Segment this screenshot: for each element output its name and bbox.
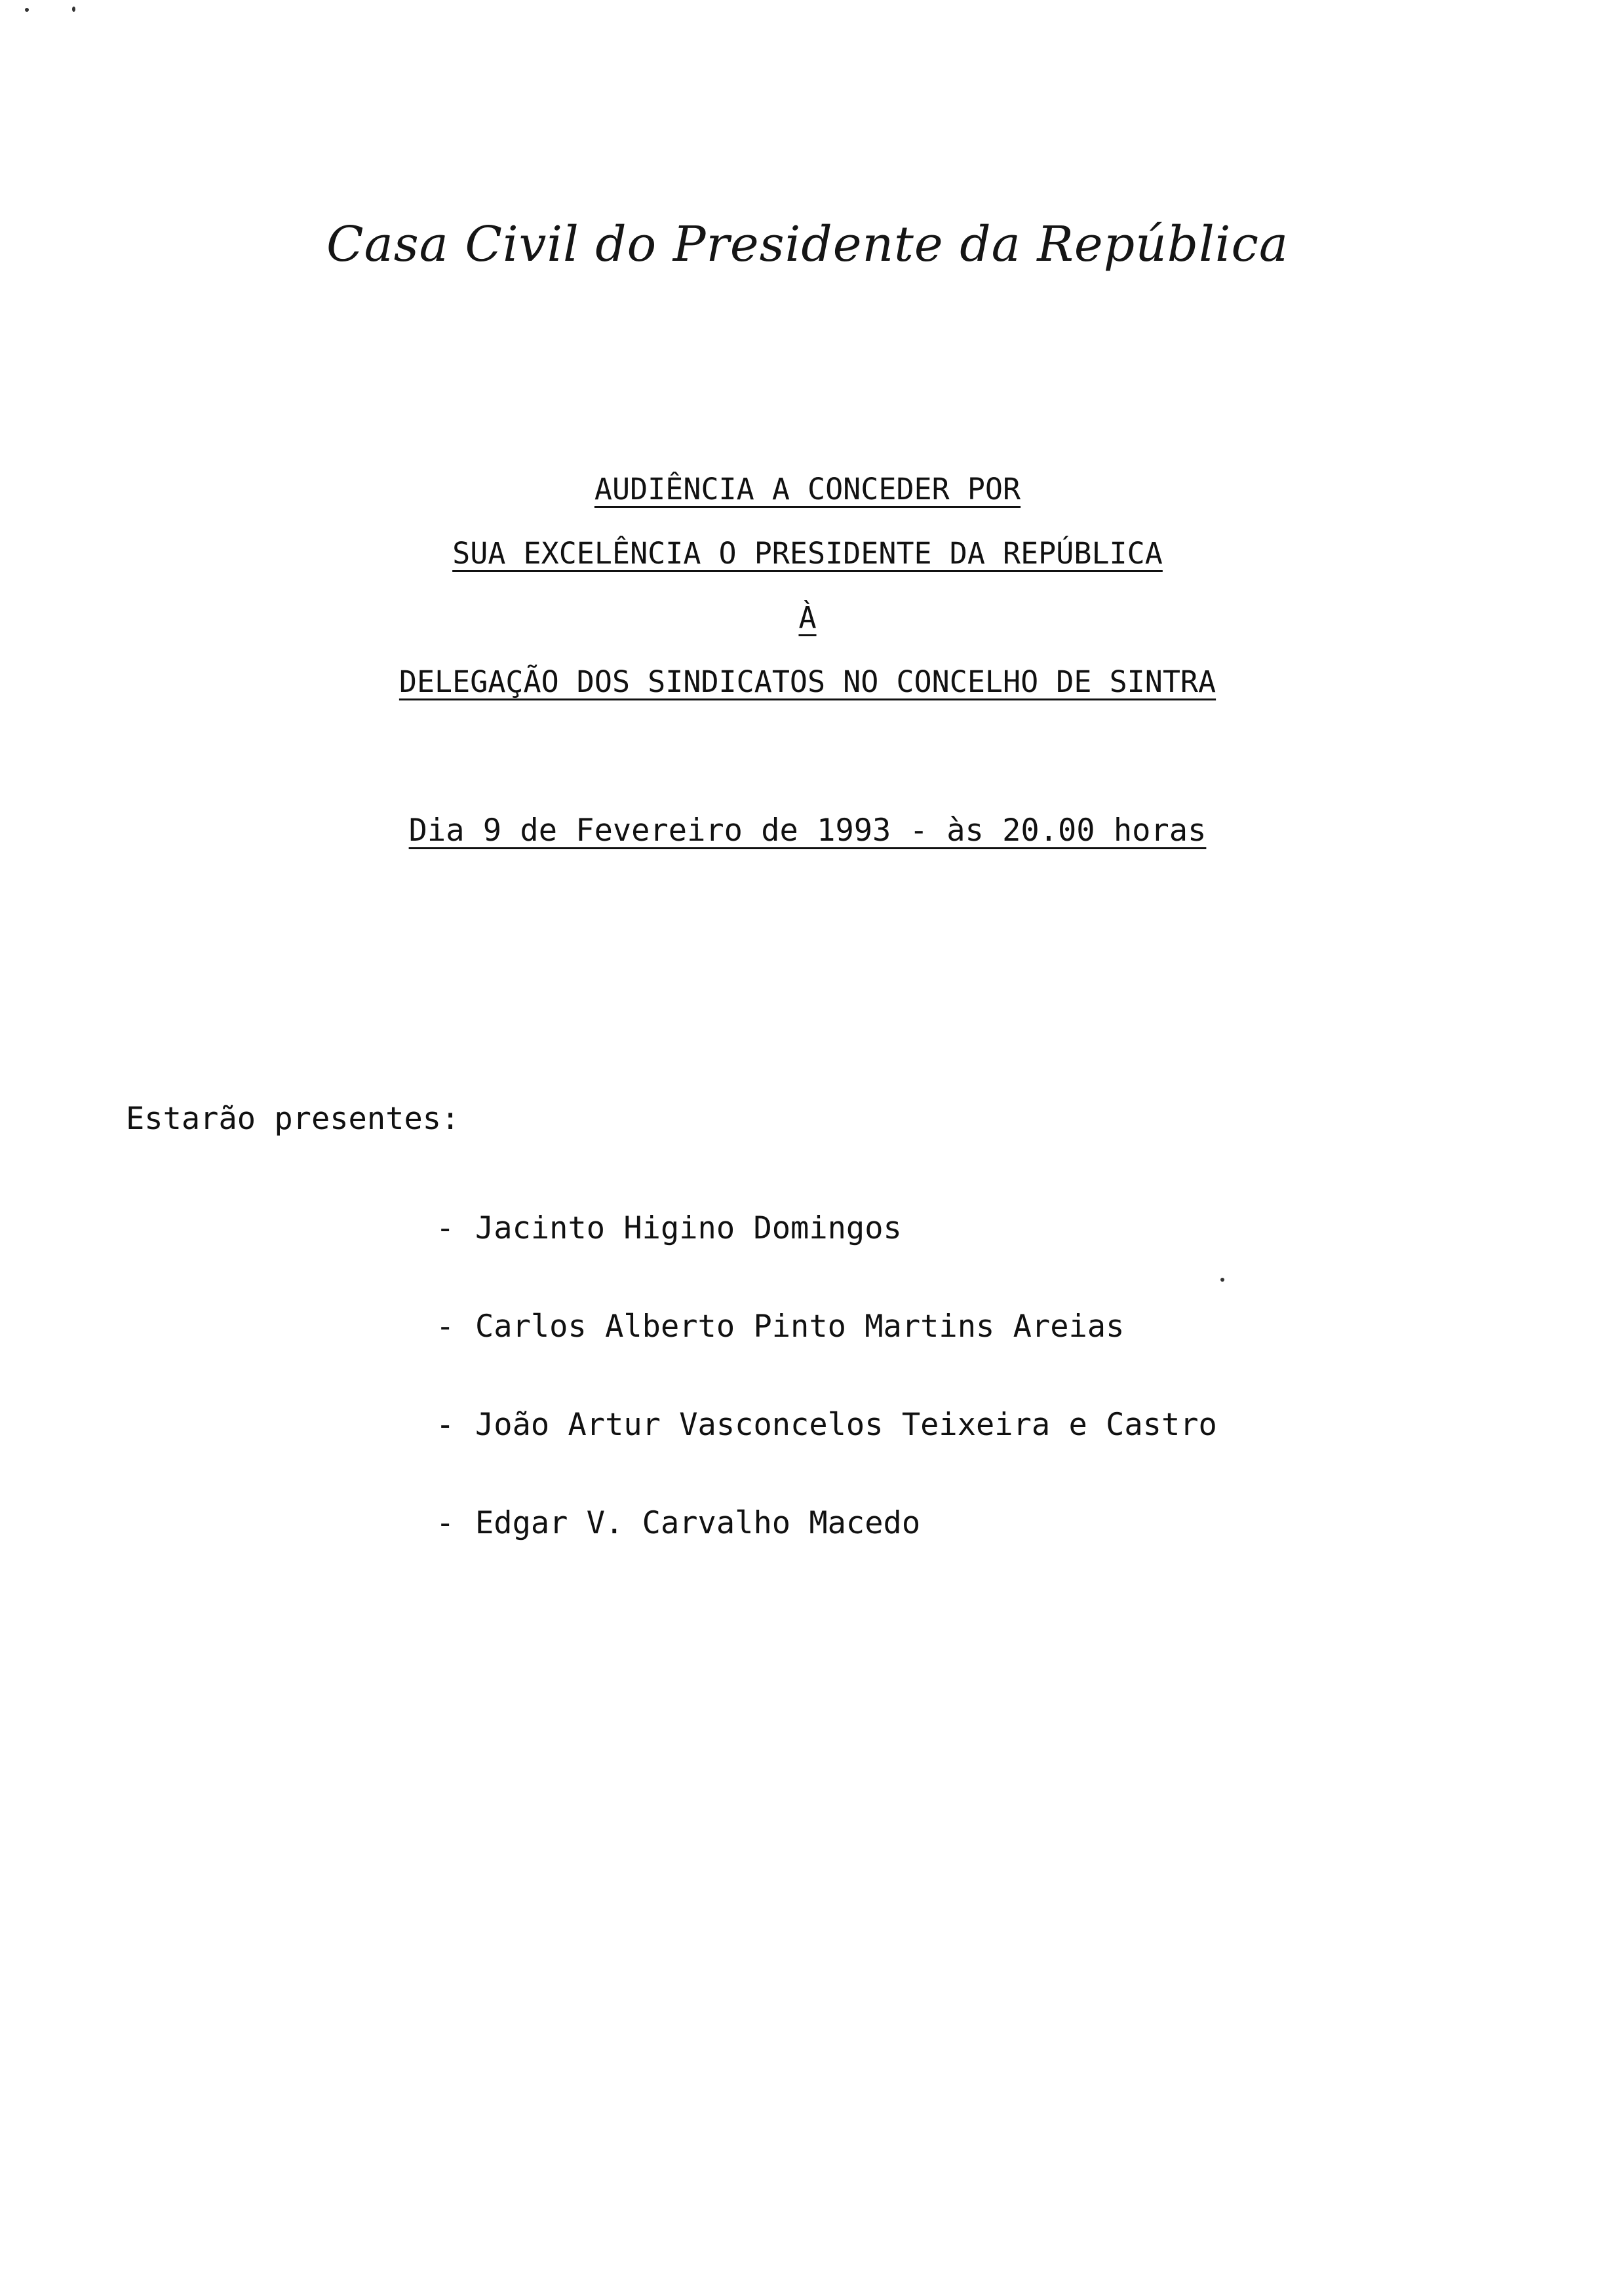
- attendee-name: João Artur Vasconcelos Teixeira e Castro: [475, 1407, 1217, 1443]
- date-text: Dia 9 de Fevereiro de 1993 - às 20.00 horas: [408, 813, 1207, 849]
- list-item: [436, 1507, 1217, 1605]
- letterhead: Casa Civil do Presidente da República: [326, 216, 1289, 273]
- scan-speck: [1220, 1278, 1224, 1282]
- title-line-3: À: [798, 600, 817, 635]
- list-dash: -: [436, 1309, 455, 1345]
- date-line: [0, 813, 1615, 849]
- attendee-list: [436, 1212, 1217, 1605]
- presentes-label: Estarão presentes:: [126, 1101, 460, 1137]
- title-line-2: SUA EXCELÊNCIA O PRESIDENTE DA REPÚBLICA: [452, 536, 1163, 571]
- attendee-name: Carlos Alberto Pinto Martins Areias: [475, 1309, 1125, 1345]
- list-dash: -: [436, 1210, 455, 1246]
- list-dash: -: [436, 1505, 455, 1541]
- scan-speck: [72, 7, 75, 12]
- title-line-1: AUDIÊNCIA A CONCEDER POR: [594, 472, 1021, 507]
- list-dash: -: [436, 1407, 455, 1443]
- list-item: [436, 1311, 1217, 1409]
- attendee-name: Edgar V. Carvalho Macedo: [475, 1505, 921, 1541]
- attendee-name: Jacinto Higino Domingos: [475, 1210, 902, 1246]
- list-item: [436, 1409, 1217, 1507]
- title-line-4: DELEGAÇÃO DOS SINDICATOS NO CONCELHO DE SINTRA: [399, 664, 1216, 699]
- list-item: [436, 1212, 1217, 1311]
- scan-speck: [25, 8, 29, 12]
